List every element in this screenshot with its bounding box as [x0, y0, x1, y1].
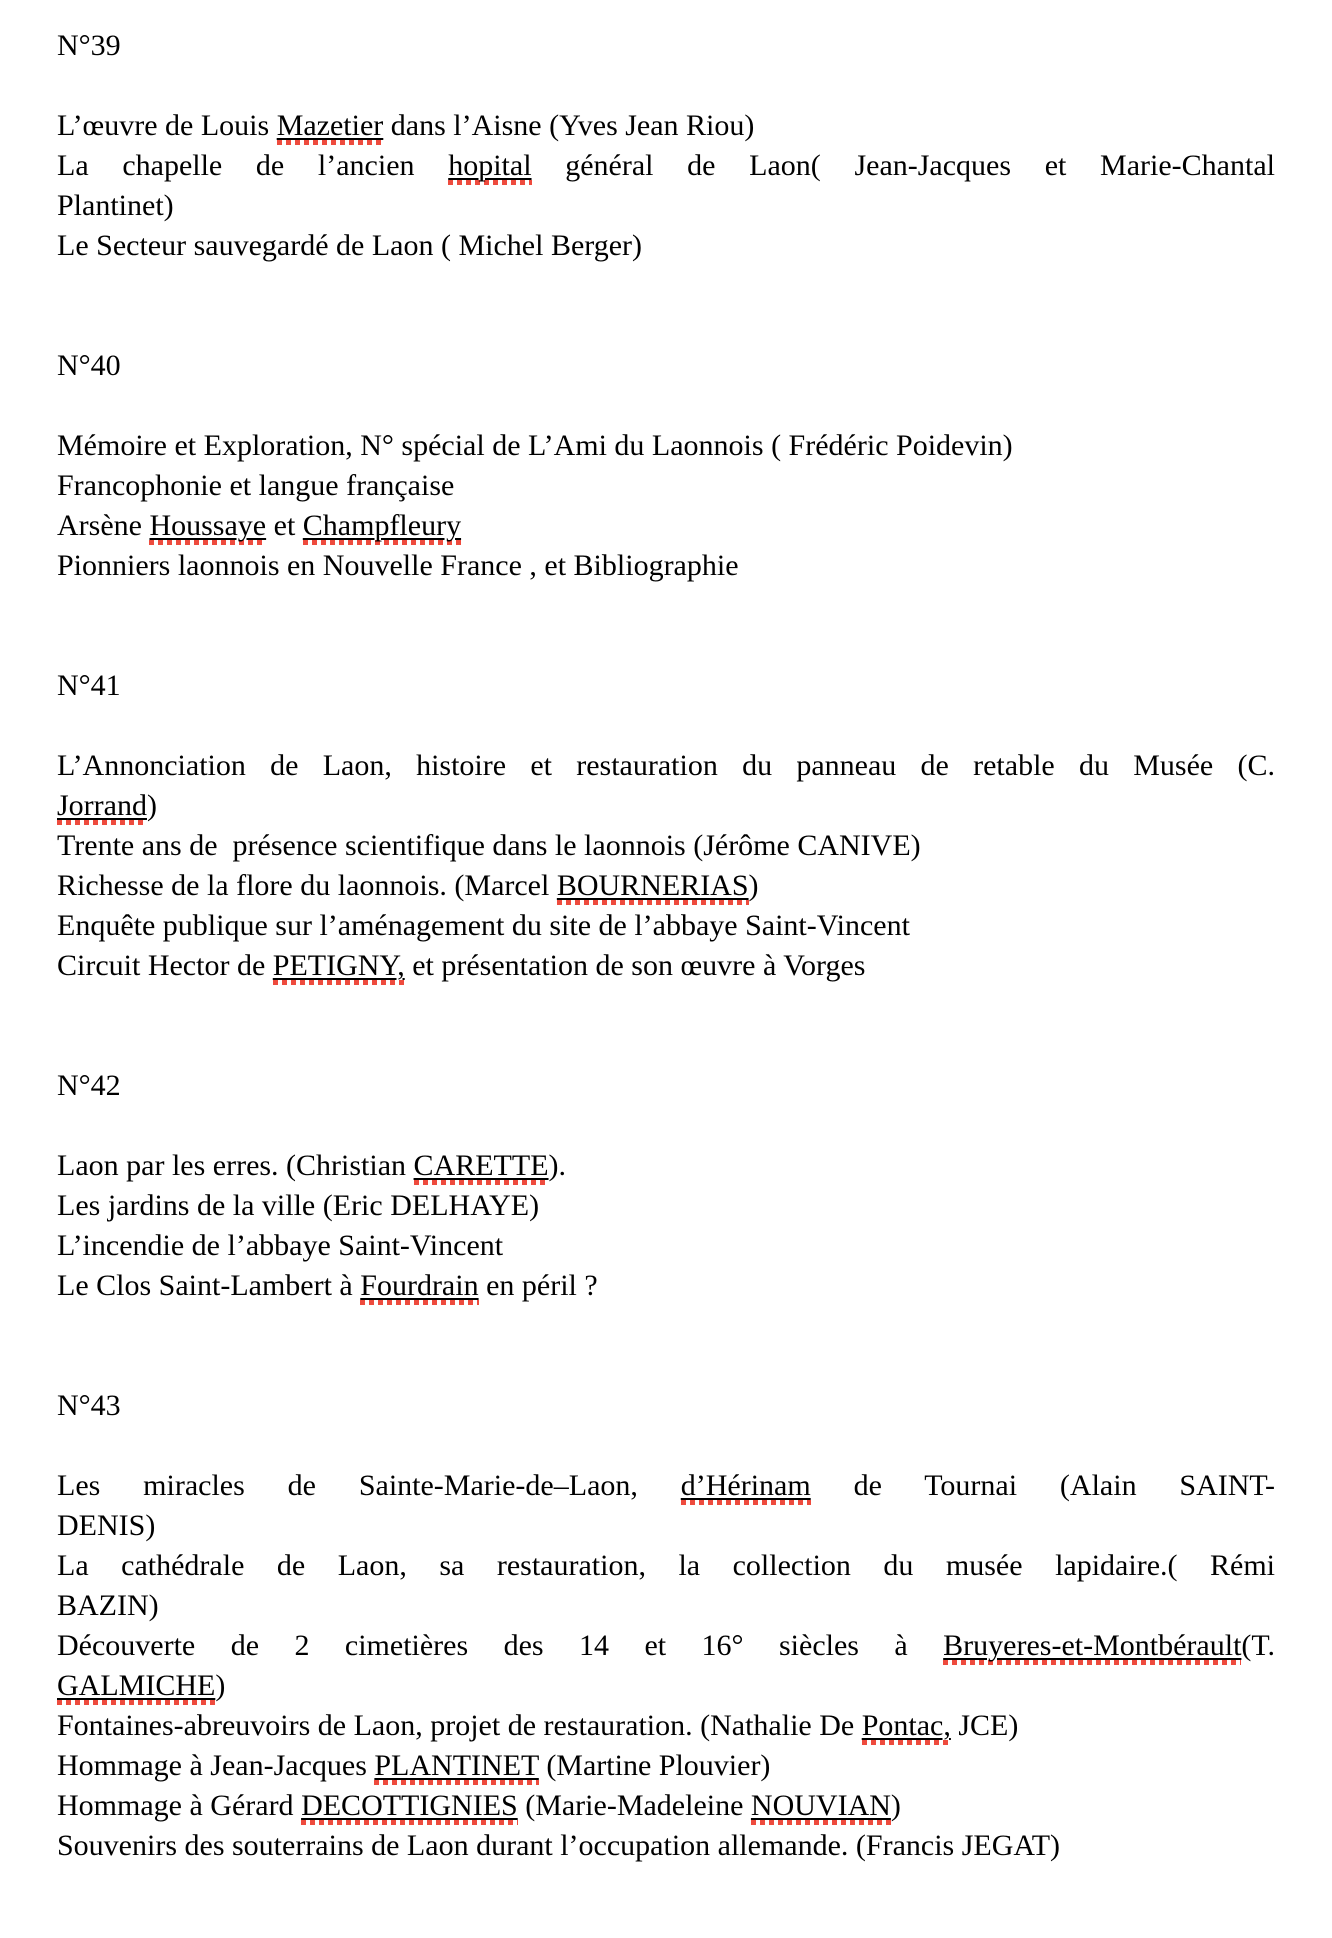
toc-line: [57, 546, 1275, 586]
text-segment: L’incendie de l’abbaye Saint-Vincent: [57, 1229, 504, 1262]
toc-line: [57, 1666, 1275, 1706]
misspelled-word: Mazetier: [277, 109, 384, 145]
toc-line: [57, 1466, 1275, 1506]
text-segment: de Tournai (Alain SAINT-: [810, 1469, 1275, 1502]
text-segment: Richesse de la flore du laonnois. (Marcel: [57, 869, 557, 902]
issue-section: [57, 26, 1275, 266]
text-segment: Francophonie et langue française: [57, 469, 455, 502]
text-segment: Hommage à Gérard: [57, 1789, 302, 1822]
toc-line: [57, 1146, 1275, 1186]
issue-heading: N°40: [57, 349, 121, 382]
toc-line: [57, 826, 1275, 866]
text-segment: La cathédrale de Laon, sa restauration, la collection du musée lapidaire.( Rémi: [57, 1549, 1275, 1582]
text-segment: Trente ans de présence scientifique dans le laonnois (Jérôme CANIVE): [57, 829, 921, 862]
text-segment: La chapelle de l’ancien: [57, 149, 449, 182]
text-segment: Enquête publique sur l’aménagement du site de l’abbaye Saint-Vincent: [57, 909, 910, 942]
misspelled-word: CARETTE: [414, 1149, 549, 1185]
text-segment: Pionniers laonnois en Nouvelle France , et Bibliographie: [57, 549, 739, 582]
toc-line: [57, 1626, 1275, 1666]
issue-heading: N°42: [57, 1069, 121, 1102]
toc-line: [57, 946, 1275, 986]
text-segment: Les miracles de Sainte-Marie-de–Laon,: [57, 1469, 681, 1502]
toc-line: [57, 906, 1275, 946]
text-segment: et présentation de son œuvre à Vorges: [404, 949, 866, 982]
text-segment: Souvenirs des souterrains de Laon durant l’occupation allemande. (Francis JEGAT): [57, 1829, 1061, 1862]
text-segment: Les jardins de la ville (Eric DELHAYE): [57, 1189, 540, 1222]
issue-section: [57, 666, 1275, 986]
text-segment: dans l’Aisne (Yves Jean Riou): [383, 109, 755, 142]
toc-line: [57, 866, 1275, 906]
text-segment: général de Laon( Jean-Jacques et Marie-Chantal: [531, 149, 1275, 182]
toc-line: [57, 426, 1275, 466]
text-segment: Le Secteur sauvegardé de Laon ( Michel Berger): [57, 229, 643, 262]
misspelled-word: Jorrand: [57, 789, 147, 825]
toc-line: [57, 146, 1275, 186]
text-segment: ): [890, 1789, 901, 1822]
issue-section: [57, 1386, 1275, 1866]
text-segment: ): [748, 869, 759, 902]
toc-line: [57, 1546, 1275, 1586]
text-segment: Découverte de 2 cimetières des 14 et 16° siècles à: [57, 1629, 944, 1662]
misspelled-word: PETIGNY,: [273, 949, 405, 985]
text-segment: DENIS): [57, 1509, 156, 1542]
issue-heading: N°39: [57, 29, 121, 62]
text-segment: Hommage à Jean-Jacques: [57, 1749, 375, 1782]
toc-line: [57, 1506, 1275, 1546]
text-segment: en péril ?: [478, 1269, 598, 1302]
misspelled-word: hopital: [448, 149, 531, 185]
text-segment: Arsène: [57, 509, 150, 542]
text-segment: Circuit Hector de: [57, 949, 273, 982]
misspelled-word: PLANTINET: [374, 1749, 538, 1785]
text-segment: L’œuvre de Louis: [57, 109, 277, 142]
toc-line: [57, 1786, 1275, 1826]
issue-heading: N°41: [57, 669, 121, 702]
toc-line: [57, 1826, 1275, 1866]
misspelled-word: BOURNERIAS: [557, 869, 749, 905]
toc-line: [57, 746, 1275, 786]
toc-line: [57, 1266, 1275, 1306]
text-segment: (Marie-Madeleine: [517, 1789, 751, 1822]
misspelled-word: d’Hérinam: [681, 1469, 811, 1505]
misspelled-word: Fourdrain: [360, 1269, 478, 1305]
misspelled-word: DECOTTIGNIES: [301, 1789, 518, 1825]
issue-heading: N°43: [57, 1389, 121, 1422]
toc-line: [57, 186, 1275, 226]
issue-section: [57, 346, 1275, 586]
text-segment: L’Annonciation de Laon, histoire et restauration du panneau de retable du Musée (C.: [57, 749, 1275, 782]
toc-line: [57, 1746, 1275, 1786]
issue-section: [57, 1066, 1275, 1306]
toc-line: [57, 506, 1275, 546]
text-segment: (Martine Plouvier): [538, 1749, 771, 1782]
toc-line: [57, 1706, 1275, 1746]
toc-line: [57, 786, 1275, 826]
text-segment: (T.: [1241, 1629, 1275, 1662]
text-segment: Plantinet): [57, 189, 174, 222]
toc-line: [57, 1586, 1275, 1626]
text-segment: BAZIN): [57, 1589, 159, 1622]
misspelled-word: Pontac,: [862, 1709, 951, 1745]
toc-line: [57, 226, 1275, 266]
text-segment: ).: [548, 1149, 567, 1182]
misspelled-word: Champfleury: [303, 509, 461, 545]
misspelled-word: Bruyeres-et-Montbérault: [943, 1629, 1241, 1665]
toc-line: [57, 1226, 1275, 1266]
text-segment: ): [146, 789, 157, 822]
text-segment: Mémoire et Exploration, N° spécial de L’Ami du Laonnois ( Frédéric Poidevin): [57, 429, 1013, 462]
misspelled-word: NOUVIAN: [751, 1789, 891, 1825]
text-segment: et: [266, 509, 303, 542]
text-segment: Le Clos Saint-Lambert à: [57, 1269, 361, 1302]
misspelled-word: Houssaye: [149, 509, 266, 545]
toc-line: [57, 1186, 1275, 1226]
document-content: [57, 26, 1275, 1866]
toc-line: [57, 466, 1275, 506]
text-segment: JCE): [950, 1709, 1019, 1742]
text-segment: Laon par les erres. (Christian: [57, 1149, 414, 1182]
text-segment: ): [215, 1669, 226, 1702]
text-segment: Fontaines-abreuvoirs de Laon, projet de restauration. (Nathalie De: [57, 1709, 862, 1742]
toc-line: [57, 106, 1275, 146]
misspelled-word: GALMICHE: [57, 1669, 215, 1705]
